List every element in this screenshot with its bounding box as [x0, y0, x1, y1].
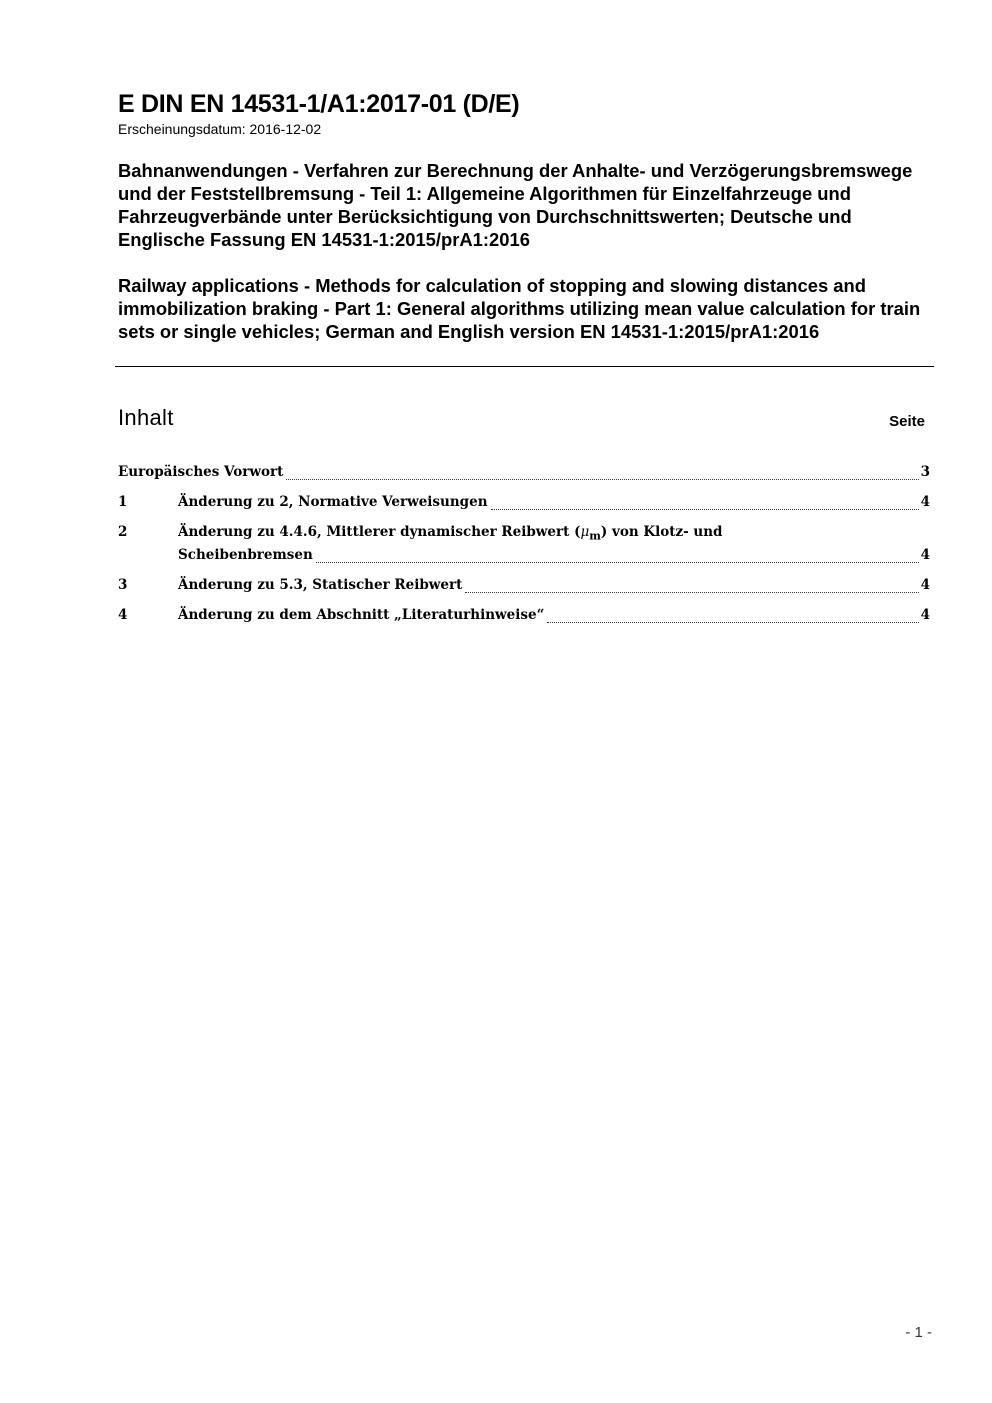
toc-page-column-label: Seite — [889, 413, 925, 430]
toc-entry-text[interactable]: Änderung zu 5.3, Statischer Reibwert — [178, 577, 463, 593]
toc-entry-text[interactable]: Änderung zu 2, Normative Verweisungen — [178, 494, 488, 510]
toc-entry-2[interactable] — [118, 524, 930, 566]
toc-leader-dots — [316, 561, 919, 563]
toc-entry-foreword[interactable] — [118, 464, 930, 483]
toc-entry-number: 1 — [118, 494, 128, 510]
toc-entry-number: 2 — [118, 524, 128, 540]
toc-entry-page: 4 — [920, 494, 930, 510]
toc-entry-number: 4 — [118, 607, 128, 623]
toc-entry-page: 3 — [920, 464, 930, 480]
toc-entry-1[interactable] — [118, 494, 930, 513]
title-divider — [115, 366, 934, 367]
toc-entry-page: 4 — [920, 547, 930, 563]
title-german: Bahnanwendungen - Verfahren zur Berechnung der Anhalte- und Verzögerungsbremswege und der Feststellbremsung - Teil 1: Allgemeine Algorithmen für Einzelfahrzeuge und Fahrzeugverbände unter Berücksichtigung von Durchschnittswerten; Deutsche und Englische Fassung EN 14531-1:2015/prA1:2016 — [118, 160, 913, 250]
toc-entry-text[interactable]: Änderung zu 4.4.6, Mittlerer dynamischer Reibwert $(\mu_m)$ von Klotz- und — [178, 524, 723, 543]
toc-entry-number: 3 — [118, 577, 128, 593]
toc-leader-dots — [465, 591, 918, 593]
title-english: Railway applications - Methods for calculation of stopping and slowing distances and immobilization braking - Part 1: General algorithms utilizing mean value calculation for train sets or single vehicles; German and English version EN 14531-1:2015/prA1:2016 — [118, 275, 921, 342]
toc-leader-dots — [547, 621, 918, 623]
document-code: E DIN EN 14531-1/A1:2017-01 (D/E) — [118, 90, 520, 118]
toc-entry-page: 4 — [920, 607, 930, 623]
toc-entry-4[interactable] — [118, 607, 930, 626]
toc-entry-text[interactable]: Änderung zu dem Abschnitt „Literaturhinweise“ — [178, 607, 545, 623]
toc-leader-dots — [491, 508, 919, 510]
toc-leader-dots — [286, 478, 918, 480]
toc-entry-3[interactable] — [118, 577, 930, 596]
mu-symbol: $\mu_m$ — [580, 524, 601, 543]
table-of-contents — [118, 464, 930, 637]
page-number: - 1 - — [905, 1324, 932, 1341]
toc-entry-text-continued[interactable]: Scheibenbremsen — [178, 547, 313, 563]
publication-date: Erscheinungsdatum: 2016-12-02 — [118, 121, 322, 137]
toc-heading: Inhalt — [118, 405, 174, 430]
toc-entry-text[interactable]: Europäisches Vorwort — [118, 464, 284, 480]
toc-entry-page: 4 — [920, 577, 930, 593]
